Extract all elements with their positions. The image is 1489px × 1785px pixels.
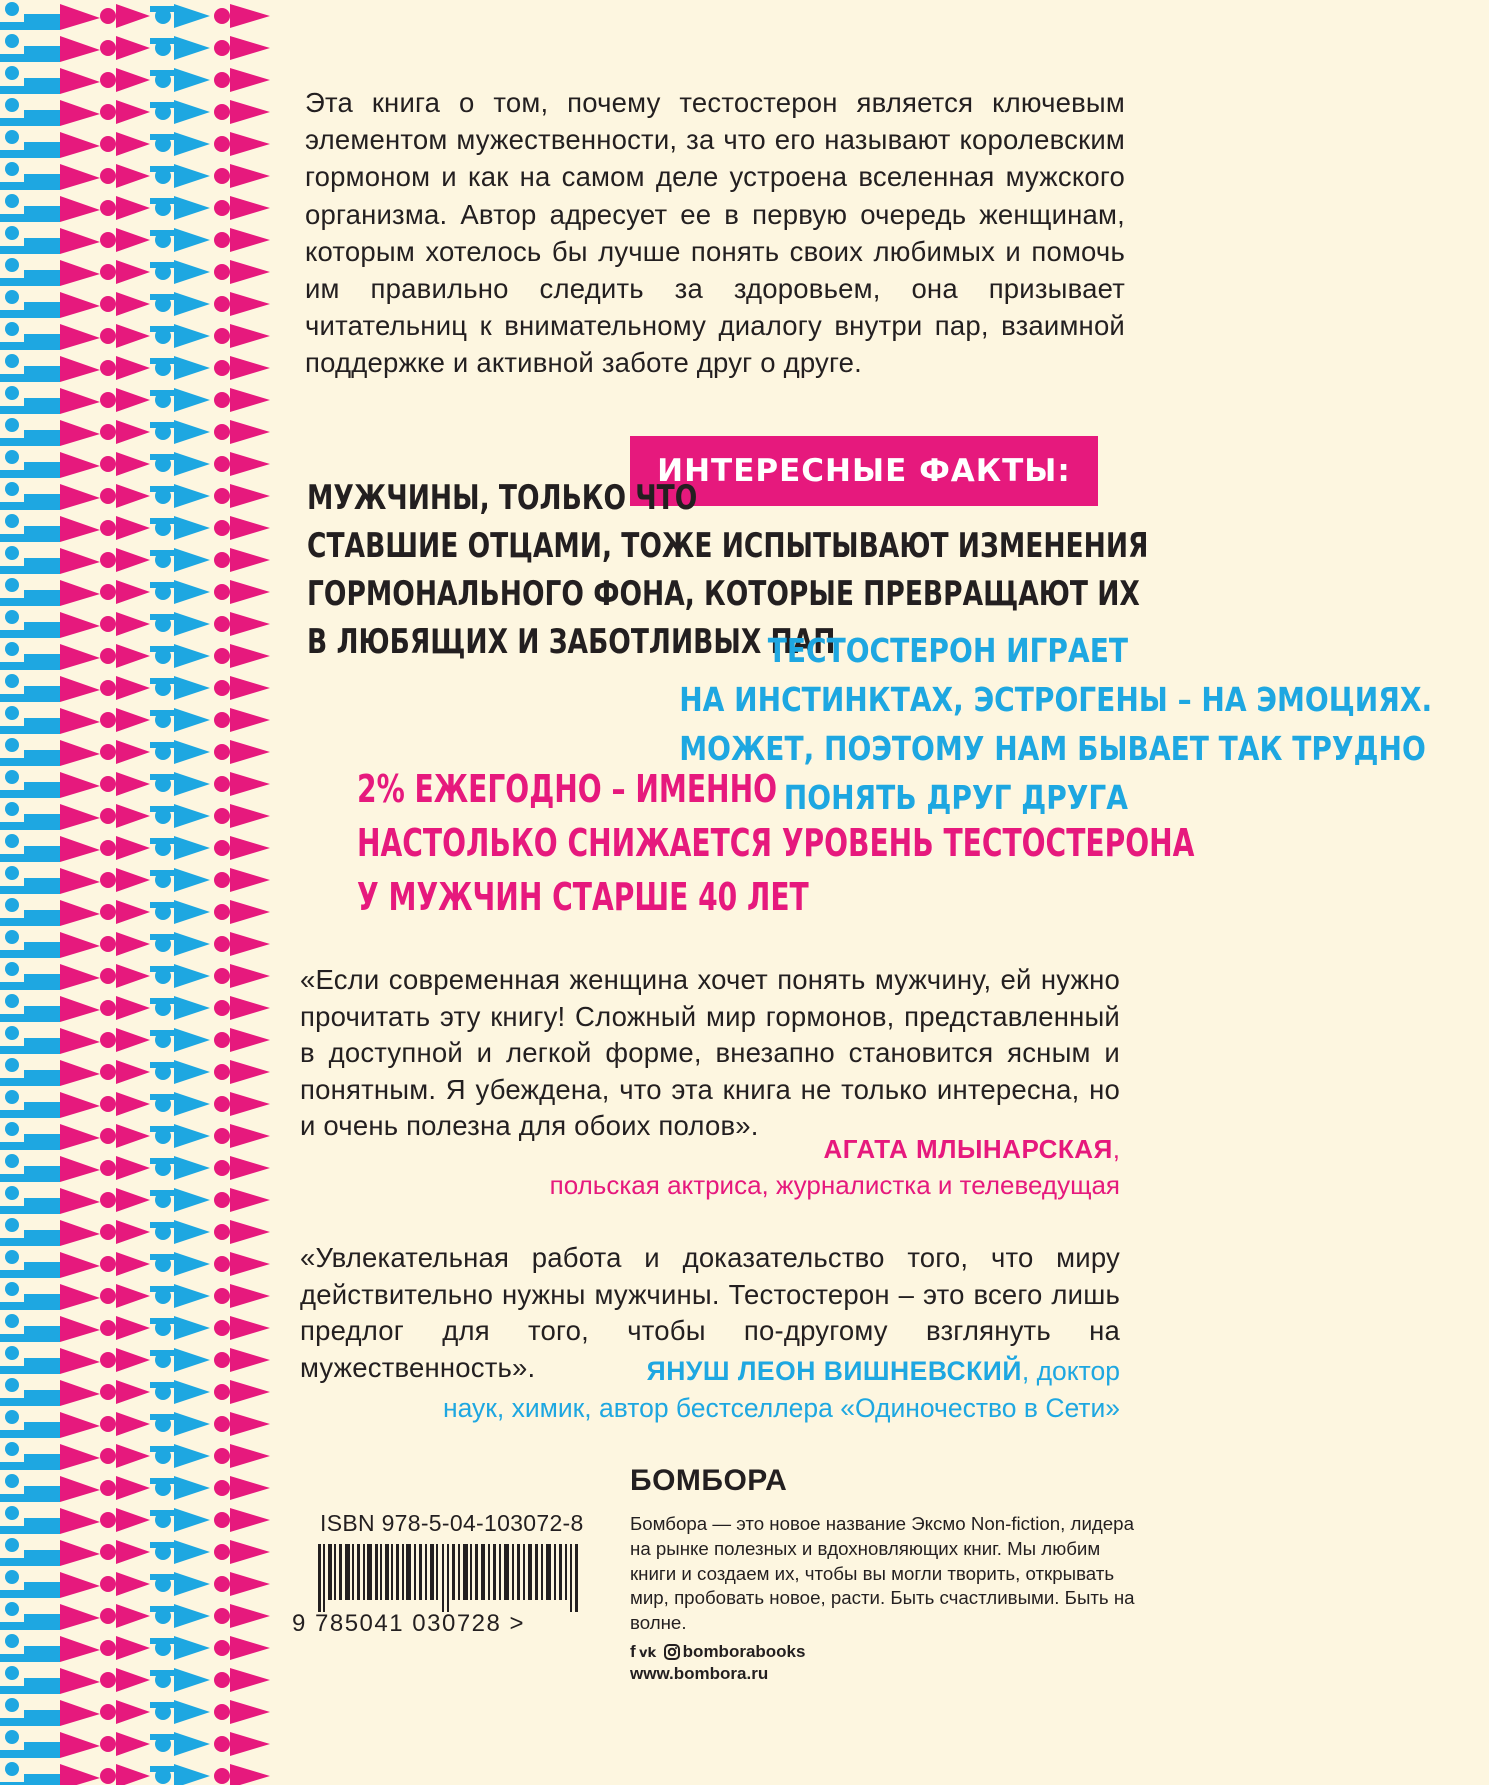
fact2-line: ТЕСТОСТЕРОН ИГРАЕТ [767, 631, 1128, 670]
book-description: Эта книга о том, почему тестостерон является ключевым элементом мужественности, за что его называют королевским гормоном и как на самом деле устроена вселенная мужского организма. Автор адресует ее в первую очередь женщинам, которым хотелось бы лучше понять своих любимых и помочь им правильно следить за здоровьем, она призывает читательниц к внимательному диалогу внутри пар, взаимной поддержке и активной заботе друг о друге. [305, 87, 1125, 379]
review-author-suffix-1: , [1112, 1134, 1120, 1164]
vk-icon[interactable] [639, 1645, 661, 1659]
barcode [318, 1544, 593, 1612]
social-handle[interactable]: bomborabooks [682, 1642, 806, 1661]
figures-pattern-stripe [0, 0, 270, 1785]
isbn-label: ISBN 978-5-04-103072-8 [320, 1510, 584, 1536]
barcode-digits: 9 785041 030728 > [292, 1610, 526, 1637]
review-author-name-1: АГАТА МЛЫНАРСКАЯ [823, 1134, 1113, 1164]
review-author-1 [400, 1131, 1120, 1203]
review-author-role-2: наук, химик, автор бестселлера «Одиночество в Сети» [442, 1392, 1120, 1423]
fact3-line: 2% ЕЖЕГОДНО – ИМЕННО [357, 767, 778, 811]
fact2-line: ПОНЯТЬ ДРУГ ДРУГА [783, 778, 1128, 817]
review-quote-2: «Увлекательная работа и доказательство того, что миру действительно нужны мужчины. Тестостерон – это всего лишь предлог для того, чтобы по-другому взглянуть на мужественность». [300, 1242, 1120, 1383]
social-links[interactable] [630, 1640, 805, 1664]
publisher-logo: БОМБОРА [630, 1464, 788, 1497]
review-quote-1: «Если современная женщина хочет понять мужчину, ей нужно прочитать эту книгу! Сложный мир гормонов, представленный в доступной и легкой форме, внезапно становится ясным и понятным. Я убеждена, что эта книга не только интересна, но и очень полезна для обоих полов». [300, 964, 1120, 1142]
fact3-line: У МУЖЧИН СТАРШЕ 40 ЛЕТ [357, 875, 809, 919]
fact2-line: МОЖЕТ, ПОЭТОМУ НАМ БЫВАЕТ ТАК ТРУДНО [679, 729, 1426, 768]
instagram-icon[interactable] [664, 1644, 680, 1660]
fact1-line: МУЖЧИНЫ, ТОЛЬКО ЧТО [307, 478, 698, 518]
svg-text:vk: vk [638, 1646, 656, 1661]
facebook-icon[interactable]: f [630, 1642, 636, 1661]
review-author-2 [300, 1353, 1120, 1426]
fact1-line: В ЛЮБЯЩИХ И ЗАБОТЛИВЫХ ПАП [307, 622, 836, 662]
fact1-line: СТАВШИЕ ОТЦАМИ, ТОЖЕ ИСПЫТЫВАЮТ ИЗМЕНЕНИЯ [307, 526, 1149, 566]
fact1-line: ГОРМОНАЛЬНОГО ФОНА, КОТОРЫЕ ПРЕВРАЩАЮТ ИХ [307, 574, 1140, 614]
fact3-line: НАСТОЛЬКО СНИЖАЕТСЯ УРОВЕНЬ ТЕСТОСТЕРОНА [357, 821, 1195, 865]
publisher-website[interactable]: www.bombora.ru [630, 1664, 769, 1683]
fact2-line: НА ИНСТИНКТАХ, ЭСТРОГЕНЫ – НА ЭМОЦИЯХ. [679, 680, 1433, 719]
fact-testosterone-decline [357, 762, 1489, 924]
review-author-name-2: ЯНУШ ЛЕОН ВИШНЕВСКИЙ [646, 1356, 1022, 1386]
publisher-description: Бомбора — это новое название Эксмо Non-fiction, лидера на рынке полезных и вдохновляющих книг. Мы любим книги и создаем их, чтобы вы могли творить, открывать мир, пробовать новое, расти. Быть счастливыми. Быть на волне. [630, 1513, 1135, 1634]
review-author-role-inline-2: , доктор [1021, 1356, 1120, 1386]
facts-heading: ИНТЕРЕСНЫЕ ФАКТЫ: [630, 436, 1098, 506]
review-author-role-1: польская актриса, журналистка и телеведущая [549, 1170, 1120, 1200]
